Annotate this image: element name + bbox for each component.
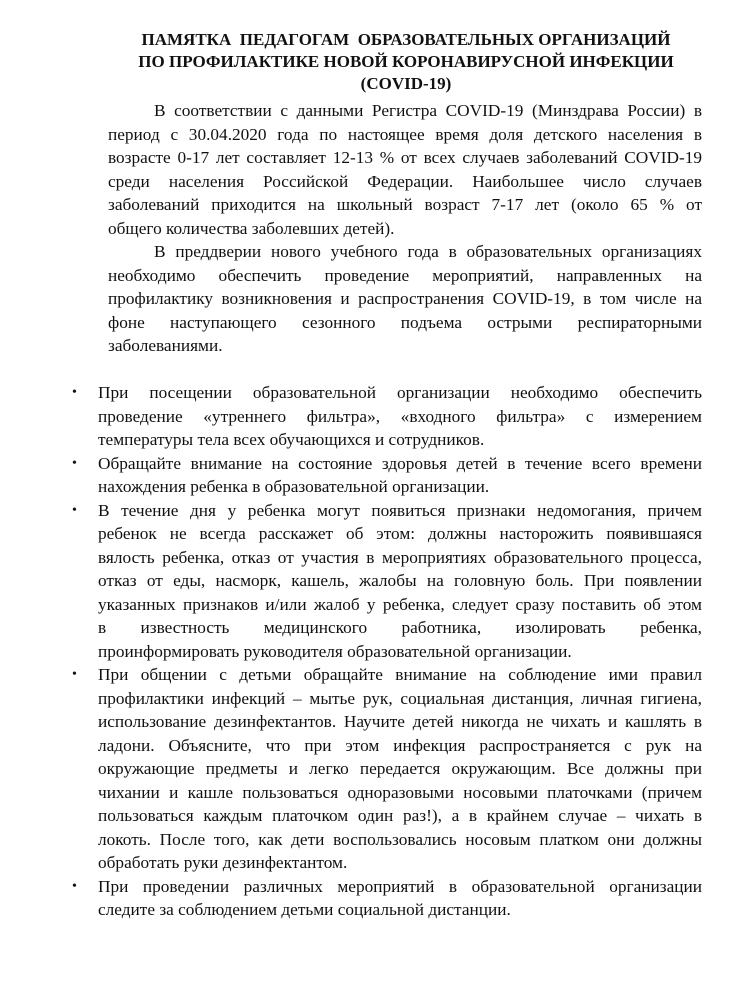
text-line: Обращайте внимание на состояние здоровья детей в течение всего времени bbox=[98, 453, 702, 473]
text-line: заболеваний приходится на школьный возраст 7-17 лет (около 65 % от bbox=[108, 195, 702, 214]
text-line: ладони. Объясните, что при этом инфекция распространяется с рук на bbox=[98, 735, 702, 755]
text-line: При общении с детьми обращайте внимание на соблюдение ими правил bbox=[98, 665, 702, 684]
text-line: чихании и кашле пользоваться одноразовыми носовыми платочками (причем bbox=[98, 782, 702, 802]
bullet-item bbox=[0, 663, 752, 875]
text-line: В преддверии нового учебного года в образовательных организациях bbox=[154, 242, 702, 261]
text-line: вялость ребенка, отказ от участия в мероприятиях образовательного процесса, bbox=[98, 547, 702, 567]
text-line: локоть. После того, как дети воспользовались носовым платком они должны bbox=[98, 829, 702, 849]
text-line: необходимо обеспечить проведение мероприятий, направленных на bbox=[108, 265, 702, 285]
paragraph bbox=[0, 240, 752, 358]
document-title bbox=[60, 29, 752, 95]
text-line: отказ от еды, насморк, кашель, жалобы на головную боль. При появлении bbox=[98, 571, 702, 590]
text-line: возрасте 0-17 лет составляет 12-13 % от всех случаев заболеваний COVID-19 bbox=[108, 148, 702, 167]
document-body bbox=[0, 99, 752, 922]
bullet-item bbox=[0, 499, 752, 664]
text-line: использование дезинфектантов. Научите детей никогда не чихать и кашлять в bbox=[98, 712, 702, 731]
text-line: профилактику возникновения и распространения COVID-19, в том числе на bbox=[108, 289, 702, 308]
title-line: ПАМЯТКА ПЕДАГОГАМ ОБРАЗОВАТЕЛЬНЫХ ОРГАНИЗАЦИЙ bbox=[141, 30, 671, 49]
bullet-icon: • bbox=[72, 455, 77, 471]
bullet-icon: • bbox=[72, 502, 77, 518]
text-line: фоне наступающего сезонного подъема острыми респираторными bbox=[108, 312, 702, 332]
text-line: в известность медицинского работника, изолировать ребенка, bbox=[98, 618, 702, 637]
bullet-icon: • bbox=[72, 878, 77, 894]
text-line: При посещении образовательной организации необходимо обеспечить bbox=[98, 383, 702, 402]
text-line: период с 30.04.2020 года по настоящее время доля детского населения в bbox=[108, 124, 702, 144]
text-line: профилактики инфекций – мытье рук, социальная дистанция, личная гигиена, bbox=[98, 688, 702, 708]
spacer bbox=[0, 358, 752, 382]
text-line: проинформировать руководителя образовательной организации. bbox=[98, 641, 572, 661]
text-line: среди населения Российской Федерации. Наибольшее число случаев bbox=[108, 171, 702, 191]
bullet-icon: • bbox=[72, 667, 77, 682]
text-line: При проведении различных мероприятий в образовательной организации bbox=[98, 876, 702, 896]
text-line: нахождения ребенка в образовательной организации. bbox=[98, 477, 490, 496]
text-line: заболеваниями. bbox=[108, 336, 223, 355]
paragraph bbox=[0, 99, 752, 240]
text-line: окружающие предметы и легко передается окружающим. Все должны при bbox=[98, 759, 702, 778]
bullet-item bbox=[0, 452, 752, 499]
bullet-item bbox=[0, 875, 752, 922]
text-line: В соответствии с данными Регистра COVID-19 (Минздрава России) в bbox=[154, 101, 702, 120]
text-line: указанных признаков и/или жалоб у ребенка, следует сразу поставить об этом bbox=[98, 594, 702, 614]
text-line: общего количества заболевших детей). bbox=[108, 218, 395, 238]
text-line: проведение «утреннего фильтра», «входного фильтра» с измерением bbox=[98, 406, 702, 426]
text-line: температуры тела всех обучающихся и сотрудников. bbox=[98, 430, 485, 449]
title-line: ПО ПРОФИЛАКТИКЕ НОВОЙ КОРОНАВИРУСНОЙ ИНФЕКЦИИ bbox=[138, 52, 674, 71]
bullet-item bbox=[0, 381, 752, 452]
text-line: ребенок не всегда расскажет об этом: должны насторожить появившаяся bbox=[98, 524, 702, 543]
text-line: пользоваться каждым платочком один раз!), а в крайнем случае – чихать в bbox=[98, 806, 702, 825]
bullet-icon: • bbox=[72, 385, 77, 400]
text-line: В течение дня у ребенка могут появиться признаки недомогания, причем bbox=[98, 500, 702, 520]
text-line: обработать руки дезинфектантом. bbox=[98, 853, 348, 872]
title-line: (COVID-19) bbox=[360, 74, 452, 93]
text-line: следите за соблюдением детьми социальной дистанции. bbox=[98, 900, 511, 919]
